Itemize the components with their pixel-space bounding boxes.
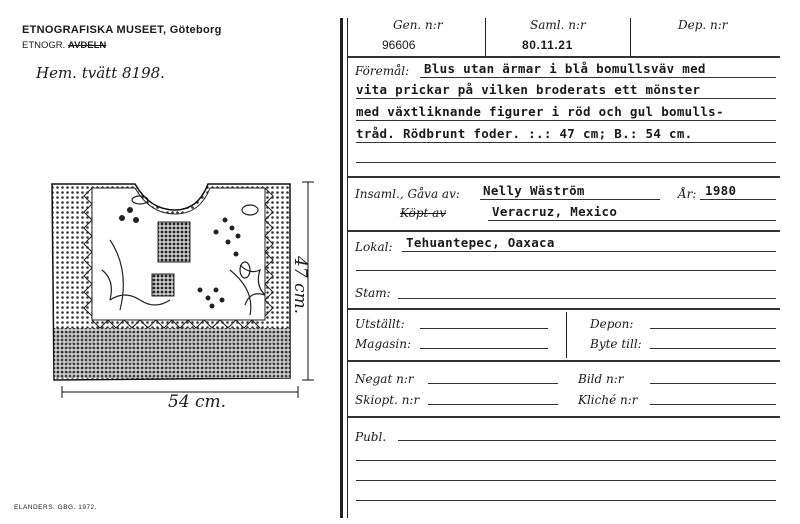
dept-prefix: ETNOGR.	[22, 40, 66, 51]
handwritten-note: Hem. tvätt 8198.	[36, 64, 165, 82]
divider	[630, 18, 631, 56]
struck-kopt-av: Köpt av	[400, 206, 447, 220]
cliche-label: Kliché n:r	[578, 393, 638, 407]
header-rule	[348, 56, 780, 58]
rule	[700, 199, 776, 200]
rule	[356, 162, 776, 163]
section-rule	[348, 416, 780, 418]
rule	[398, 440, 776, 441]
negat-label: Negat n:r	[355, 372, 414, 386]
rule	[398, 298, 776, 299]
height-measure: 47 cm.	[290, 256, 310, 315]
lokal-label: Lokal:	[355, 240, 393, 254]
section-rule	[348, 230, 780, 232]
divider	[485, 18, 486, 56]
insaml-value: Nelly Wäström	[483, 183, 585, 198]
rule	[428, 383, 558, 384]
card-inner-border	[347, 18, 348, 518]
dep-label: Dep. n:r	[678, 18, 728, 32]
rule	[356, 460, 776, 461]
rule	[356, 500, 776, 501]
rule	[650, 348, 776, 349]
museum-title: ETNOGRAFISKA MUSEET,	[22, 24, 167, 36]
card-left-border	[340, 18, 343, 518]
magasin-label: Magasin:	[355, 337, 412, 351]
foremal-line-2: vita prickar på vilken broderats ett mönster	[356, 82, 701, 97]
blouse-drawing	[40, 170, 330, 410]
rule	[420, 328, 548, 329]
rule	[650, 328, 776, 329]
rule	[420, 348, 548, 349]
rule	[356, 98, 776, 99]
byte-label: Byte till:	[590, 337, 642, 351]
section-rule	[348, 176, 780, 178]
lokal-value: Tehuantepec, Oaxaca	[406, 235, 555, 250]
divider	[566, 312, 567, 358]
rule	[356, 270, 776, 271]
museum-city: Göteborg	[169, 24, 222, 36]
foremal-line-3: med växtliknande figurer i röd och gul bomulls-	[356, 104, 724, 119]
width-measure: 54 cm.	[168, 392, 227, 412]
rule	[356, 120, 776, 121]
rule	[650, 404, 776, 405]
dept-struck: AVDELN	[67, 40, 107, 51]
ar-label: År:	[678, 187, 697, 201]
insaml-label: Insaml., Gåva av:	[355, 187, 460, 201]
publ-label: Publ.	[355, 430, 387, 444]
location-value: Veracruz, Mexico	[492, 204, 618, 219]
foremal-line-1: Blus utan ärmar i blå bomullsväv med	[424, 61, 706, 76]
saml-label: Saml. n:r	[530, 18, 586, 32]
rule	[488, 220, 776, 221]
bild-label: Bild n:r	[578, 372, 624, 386]
foremal-label: Föremål:	[355, 64, 410, 78]
saml-value: 80.11.21	[522, 38, 573, 52]
rule	[402, 251, 776, 252]
utstallt-label: Utställt:	[355, 317, 405, 331]
rule	[428, 404, 558, 405]
rule	[356, 480, 776, 481]
ar-value: 1980	[705, 183, 737, 198]
depon-label: Depon:	[590, 317, 634, 331]
rule	[356, 142, 776, 143]
printer-mark: ELANDERS. GBG. 1972.	[14, 504, 97, 511]
stam-label: Stam:	[355, 286, 391, 300]
department-line	[22, 40, 106, 51]
section-rule	[348, 308, 780, 310]
gen-label: Gen. n:r	[393, 18, 443, 32]
skiopt-label: Skiopt. n:r	[355, 393, 420, 407]
rule	[420, 77, 776, 78]
rule	[480, 199, 660, 200]
gen-value: 96606	[382, 38, 416, 52]
rule	[650, 383, 776, 384]
museum-name	[22, 24, 222, 36]
foremal-line-4: tråd. Rödbrunt foder. :.: 47 cm; B.: 54 cm.	[356, 126, 693, 141]
section-rule	[348, 360, 780, 362]
